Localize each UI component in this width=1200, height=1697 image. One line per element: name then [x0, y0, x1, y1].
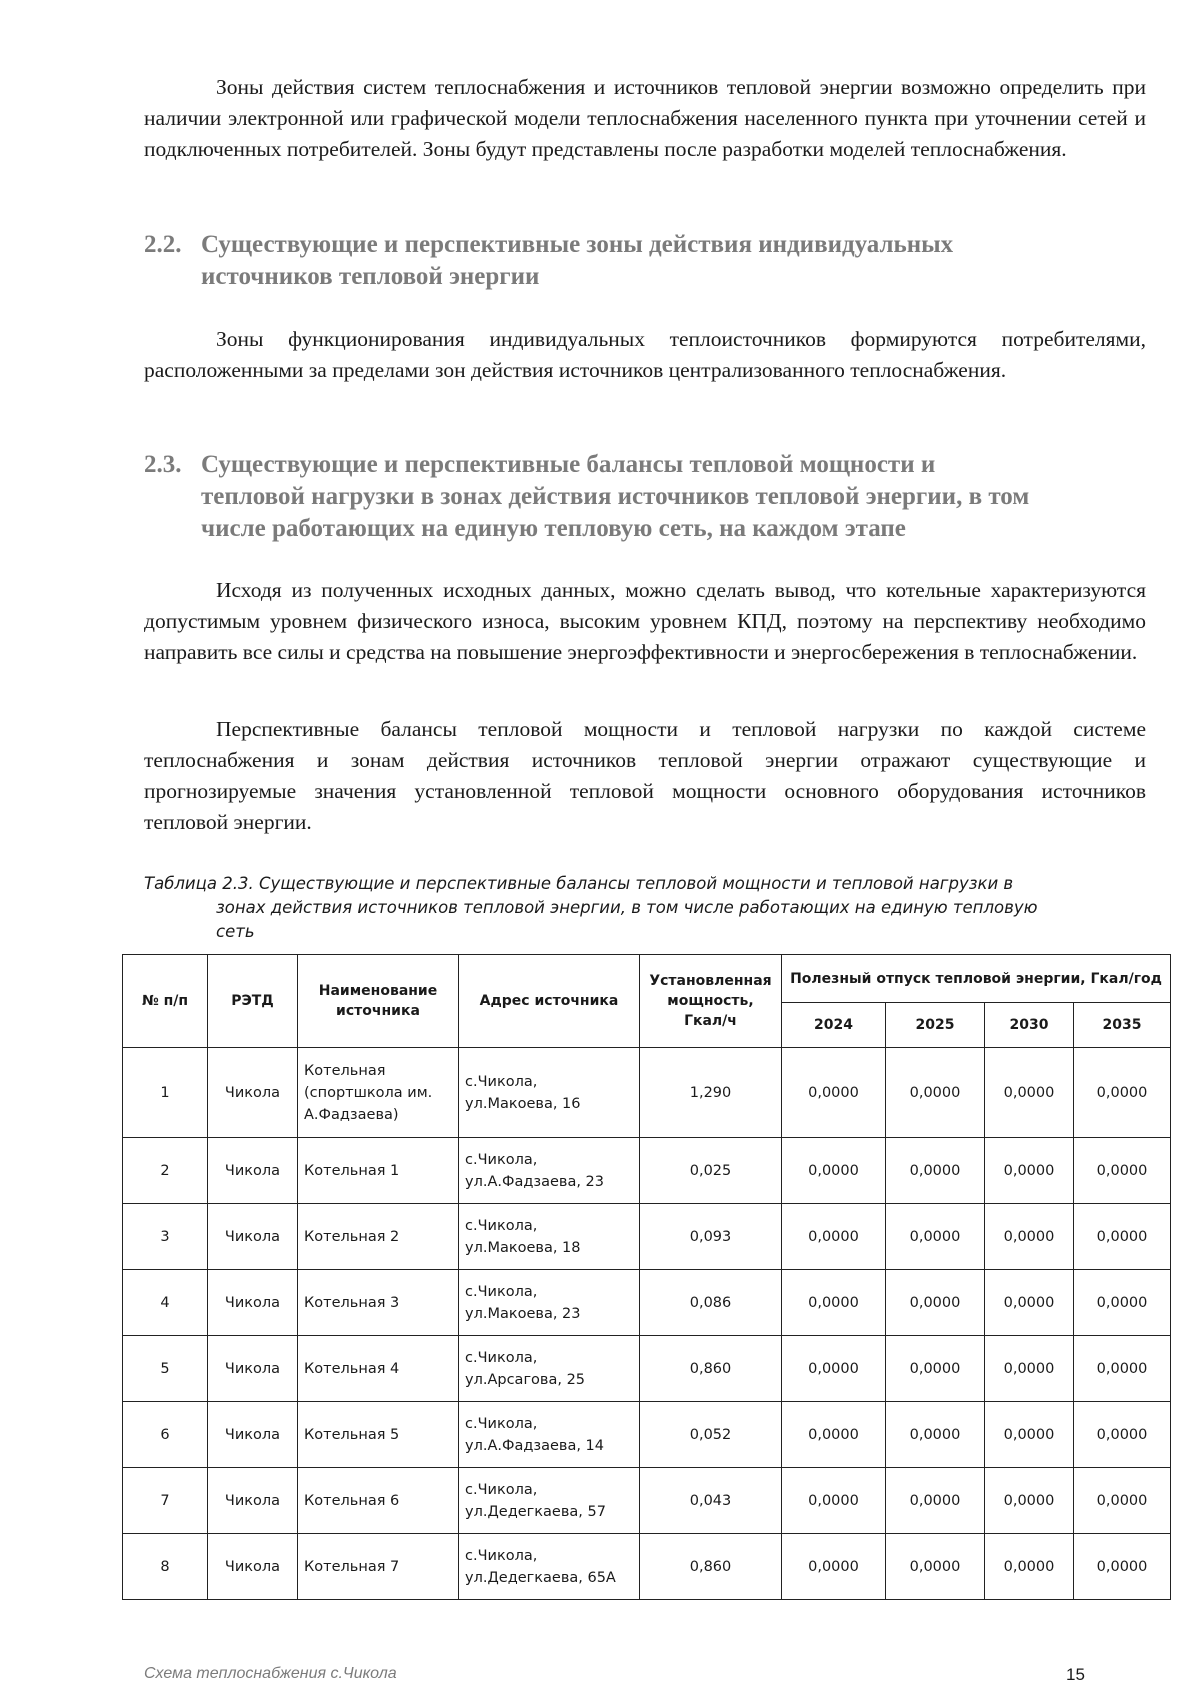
heading-number: 2.3.: [144, 451, 182, 478]
cell-address: с.Чикола, ул.Арсагова, 25: [459, 1336, 640, 1402]
cell-value-2030: 0,0000: [985, 1402, 1074, 1468]
cell-retd: Чикола: [208, 1204, 298, 1270]
header-name: Наименование источника: [298, 955, 459, 1048]
header-year: 2030: [985, 1003, 1074, 1048]
cell-retd: Чикола: [208, 1534, 298, 1600]
table-row: [123, 1048, 1171, 1138]
cell-value-2024: 0,0000: [782, 1138, 886, 1204]
cell-value-2024: 0,0000: [782, 1204, 886, 1270]
heading-line: числе работающих на единую тепловую сеть, на каждом этапе: [201, 515, 906, 542]
table-header-row: [123, 955, 1171, 1003]
heading-line: Существующие и перспективные балансы тепловой мощности и: [201, 451, 936, 478]
header-num: № п/п: [123, 955, 208, 1048]
cell-capacity: 0,860: [640, 1534, 782, 1600]
balance-table: [122, 954, 1171, 1600]
table-row: [123, 1204, 1171, 1270]
cell-name: Котельная 5: [298, 1402, 459, 1468]
cell-value-2030: 0,0000: [985, 1138, 1074, 1204]
cell-num: 4: [123, 1270, 208, 1336]
cell-capacity: 0,025: [640, 1138, 782, 1204]
cell-name: Котельная 2: [298, 1204, 459, 1270]
cell-value-2035: 0,0000: [1074, 1336, 1171, 1402]
table-row: [123, 1336, 1171, 1402]
cell-capacity: 0,093: [640, 1204, 782, 1270]
cell-name: Котельная (спортшкола им. А.Фадзаева): [298, 1048, 459, 1138]
cell-value-2025: 0,0000: [886, 1048, 985, 1138]
caption-line: сеть: [216, 922, 255, 941]
cell-capacity: 0,043: [640, 1468, 782, 1534]
table-row: [123, 1468, 1171, 1534]
header-year: 2025: [886, 1003, 985, 1048]
heading-line: тепловой нагрузки в зонах действия источников тепловой энергии, в том: [201, 483, 1030, 510]
cell-retd: Чикола: [208, 1402, 298, 1468]
cell-name: Котельная 4: [298, 1336, 459, 1402]
cell-address: с.Чикола, ул.Макоева, 18: [459, 1204, 640, 1270]
cell-value-2024: 0,0000: [782, 1402, 886, 1468]
cell-capacity: 0,052: [640, 1402, 782, 1468]
cell-num: 2: [123, 1138, 208, 1204]
cell-value-2035: 0,0000: [1074, 1204, 1171, 1270]
heading-number: 2.2.: [144, 231, 182, 258]
heading-line: Существующие и перспективные зоны действия индивидуальных: [201, 231, 954, 258]
cell-value-2025: 0,0000: [886, 1138, 985, 1204]
section-heading-2-3: [144, 449, 1146, 545]
cell-value-2024: 0,0000: [782, 1336, 886, 1402]
header-address: Адрес источника: [459, 955, 640, 1048]
cell-num: 8: [123, 1534, 208, 1600]
footer-page-number: 15: [1066, 1665, 1085, 1684]
cell-value-2035: 0,0000: [1074, 1138, 1171, 1204]
cell-name: Котельная 6: [298, 1468, 459, 1534]
cell-retd: Чикола: [208, 1270, 298, 1336]
cell-value-2030: 0,0000: [985, 1336, 1074, 1402]
cell-value-2035: 0,0000: [1074, 1048, 1171, 1138]
table-row: [123, 1270, 1171, 1336]
cell-address: с.Чикола, ул.Дедегкаева, 65А: [459, 1534, 640, 1600]
caption-line: зонах действия источников тепловой энергии, в том числе работающих на единую тепловую: [216, 898, 1038, 917]
cell-capacity: 0,860: [640, 1336, 782, 1402]
header-year: 2035: [1074, 1003, 1171, 1048]
cell-retd: Чикола: [208, 1138, 298, 1204]
cell-num: 3: [123, 1204, 208, 1270]
cell-value-2030: 0,0000: [985, 1204, 1074, 1270]
cell-value-2035: 0,0000: [1074, 1402, 1171, 1468]
table-row: [123, 1534, 1171, 1600]
header-capacity: Установленная мощность, Гкал/ч: [640, 955, 782, 1048]
header-output: Полезный отпуск тепловой энергии, Гкал/год: [782, 955, 1171, 1003]
cell-capacity: 0,086: [640, 1270, 782, 1336]
cell-address: с.Чикола, ул.Макоева, 23: [459, 1270, 640, 1336]
heading-line: источников тепловой энергии: [201, 263, 540, 290]
cell-value-2035: 0,0000: [1074, 1270, 1171, 1336]
cell-value-2035: 0,0000: [1074, 1468, 1171, 1534]
cell-num: 5: [123, 1336, 208, 1402]
cell-name: Котельная 1: [298, 1138, 459, 1204]
cell-retd: Чикола: [208, 1336, 298, 1402]
cell-value-2024: 0,0000: [782, 1048, 886, 1138]
cell-num: 7: [123, 1468, 208, 1534]
cell-num: 1: [123, 1048, 208, 1138]
cell-retd: Чикола: [208, 1468, 298, 1534]
cell-value-2025: 0,0000: [886, 1402, 985, 1468]
cell-address: с.Чикола, ул.Макоева, 16: [459, 1048, 640, 1138]
cell-value-2030: 0,0000: [985, 1534, 1074, 1600]
cell-value-2024: 0,0000: [782, 1534, 886, 1600]
cell-name: Котельная 3: [298, 1270, 459, 1336]
cell-value-2025: 0,0000: [886, 1270, 985, 1336]
paragraph-conclusion: Исходя из полученных исходных данных, можно сделать вывод, что котельные характеризуются допустимым уровнем физического износа, высоким уровнем КПД, поэтому на перспективу необходимо направить все силы и средства на повышение энергоэффективности и энергосбережения в теплоснабжении.: [144, 578, 1146, 664]
cell-value-2025: 0,0000: [886, 1204, 985, 1270]
paragraph-balances: Перспективные балансы тепловой мощности и тепловой нагрузки по каждой системе теплоснабжения и зонам действия источников тепловой энергии отражают существующие и прогнозируемые значения установленной тепловой мощности основного оборудования источников тепловой энергии.: [144, 717, 1146, 834]
cell-num: 6: [123, 1402, 208, 1468]
table-row: [123, 1402, 1171, 1468]
cell-value-2025: 0,0000: [886, 1468, 985, 1534]
cell-value-2035: 0,0000: [1074, 1534, 1171, 1600]
caption-line: Таблица 2.3. Существующие и перспективные балансы тепловой мощности и тепловой нагрузки в: [144, 874, 1014, 893]
cell-value-2030: 0,0000: [985, 1270, 1074, 1336]
cell-value-2024: 0,0000: [782, 1468, 886, 1534]
cell-value-2030: 0,0000: [985, 1468, 1074, 1534]
cell-value-2030: 0,0000: [985, 1048, 1074, 1138]
cell-value-2025: 0,0000: [886, 1534, 985, 1600]
cell-capacity: 1,290: [640, 1048, 782, 1138]
cell-value-2025: 0,0000: [886, 1336, 985, 1402]
table-row: [123, 1138, 1171, 1204]
footer-document-title: Схема теплоснабжения с.Чикола: [144, 1665, 397, 1682]
cell-value-2024: 0,0000: [782, 1270, 886, 1336]
cell-address: с.Чикола, ул.А.Фадзаева, 23: [459, 1138, 640, 1204]
paragraph-zones-intro: Зоны действия систем теплоснабжения и источников тепловой энергии возможно определить при наличии электронной или графической модели теплоснабжения населенного пункта при уточнении сетей и подключенных потребителей. Зоны будут представлены после разработки моделей теплоснабжения.: [144, 75, 1146, 161]
cell-address: с.Чикола, ул.А.Фадзаева, 14: [459, 1402, 640, 1468]
cell-retd: Чикола: [208, 1048, 298, 1138]
header-retd: РЭТД: [208, 955, 298, 1048]
section-heading-2-2: [144, 229, 1146, 293]
cell-name: Котельная 7: [298, 1534, 459, 1600]
header-year: 2024: [782, 1003, 886, 1048]
table-caption: [144, 872, 1148, 944]
paragraph-individual-sources: Зоны функционирования индивидуальных теплоисточников формируются потребителями, расположенными за пределами зон действия источников централизованного теплоснабжения.: [144, 327, 1146, 382]
cell-address: с.Чикола, ул.Дедегкаева, 57: [459, 1468, 640, 1534]
